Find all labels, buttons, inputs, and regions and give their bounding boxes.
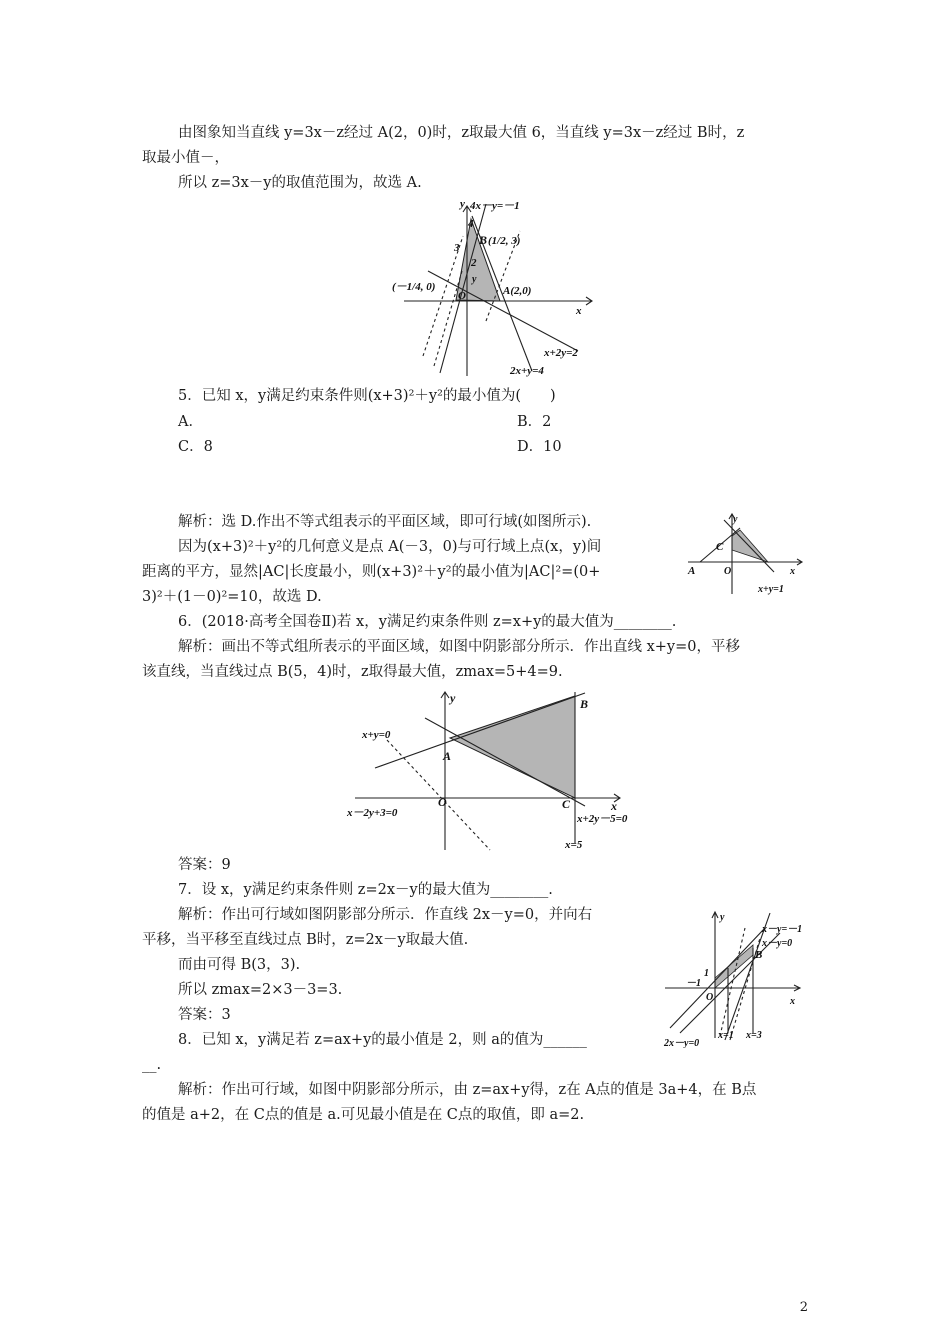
fig4-label-y: y	[720, 912, 725, 923]
fig1-label-A: A(2,0)	[503, 285, 532, 297]
text-line-14: 解析：画出不等式组所表示的平面区域，如图中阴影部分所示．作出直线 x+y=0，平移	[178, 639, 740, 655]
fig1-label-B-coord: (1/2, 3)	[488, 235, 521, 247]
fig3-label-y: y	[450, 691, 456, 705]
text-line-20: 而由可得 B(3，3).	[178, 957, 301, 973]
text-line-15: 该直线，当直线过点 B(5，4)时，z取得最大值，zmax=5+4=9.	[142, 664, 563, 680]
option-5d: D．10	[517, 439, 562, 455]
question-6: 6．(2018·高考全国卷Ⅱ)若 x，y满足约束条件则 z=x+y的最大值为________.	[178, 614, 677, 630]
figure-3-graph	[345, 688, 640, 853]
fig3-shaded-region	[450, 696, 575, 798]
fig4-label-line1: x－y=－1	[762, 924, 803, 935]
text-line-1: 由图象知当直线 y=3x－z经过 A(2，0)时，z取最大值 6，当直线 y=3x－z经过 B时，z	[178, 125, 745, 141]
option-5b: B．2	[517, 414, 552, 430]
fig3-label-line1: x+y=0	[362, 729, 391, 741]
fig4-label-minus1: －1	[686, 978, 701, 989]
question-7: 7．设 x，y满足约束条件则 z=2x－y的最大值为________.	[178, 882, 553, 898]
page-number: 2	[799, 1300, 808, 1315]
fig3-label-x: x	[611, 799, 617, 813]
fig1-label-left-point: (－1/4, 0)	[392, 281, 436, 293]
fig3-label-line2: x－2y+3=0	[347, 807, 398, 819]
text-line-9: 解析：选 D.作出不等式组表示的平面区域，即可行域(如图所示).	[178, 514, 592, 530]
answer-6: 答案：9	[178, 857, 231, 873]
fig1-label-O: O	[458, 290, 466, 302]
fig2-label-line: x+y=1	[758, 584, 784, 595]
figure-2-graph	[680, 510, 805, 598]
fig1-tick-2: 2	[471, 257, 477, 269]
fig1-label-y2: y	[472, 274, 477, 285]
fig3-label-line4: x=5	[565, 839, 583, 851]
fig1-label-B: B	[479, 233, 488, 247]
fig2-label-A: A	[688, 565, 696, 577]
option-5a: A．	[178, 414, 203, 430]
fig4-label-B: B	[755, 949, 763, 961]
fig2-shaded-region	[732, 530, 768, 562]
fig4-label-line2: x－y=0	[762, 938, 793, 949]
fig3-label-C: C	[562, 797, 571, 811]
fig3-label-O: O	[438, 795, 447, 809]
figure-1-graph	[390, 196, 600, 378]
text-line-10: 因为(x+3)²＋y²的几何意义是点 A(－3，0)与可行域上点(x，y)间	[178, 539, 602, 555]
fig4-label-x: x	[790, 996, 795, 1007]
fig1-tick-3: 3	[454, 242, 460, 254]
fig1-label-x: x	[576, 305, 582, 317]
fig3-label-A: A	[443, 749, 452, 763]
fig4-label-line3: 2x－y=0	[664, 1038, 700, 1048]
fig4-label-O: O	[706, 992, 714, 1003]
text-line-3: 所以 z=3x－y的取值范围为，故选 A.	[178, 175, 422, 191]
figure-4-graph	[660, 908, 805, 1048]
option-5c: C．8	[178, 439, 213, 455]
text-line-12: 3)²＋(1－0)²=10，故选 D.	[142, 589, 322, 605]
fig2-label-C: C	[716, 541, 724, 553]
fig3-label-line3: x+2y－5=0	[577, 813, 628, 825]
fig4-label-line4: x=1	[718, 1030, 734, 1041]
text-line-18: 解析：作出可行域如图阴影部分所示．作直线 2x－y=0，并向右	[178, 907, 593, 923]
fig2-label-y: y	[733, 514, 738, 525]
fig2-label-O: O	[724, 566, 732, 577]
question-8: 8．已知 x，y满足若 z=ax+y的最小值是 2，则 a的值为______	[178, 1032, 587, 1048]
text-line-25: 解析：作出可行域，如图中阴影部分所示，由 z=ax+y得，z在 A点的值是 3a+4，在 B点	[178, 1082, 757, 1098]
question-5: 5．已知 x，y满足约束条件则(x+3)²＋y²的最小值为( )	[178, 388, 556, 404]
fig4-label-line5: x=3	[746, 1030, 762, 1041]
fig4-label-one: 1	[704, 968, 709, 979]
text-line-11: 距离的平方，显然|AC|长度最小，则(x+3)²＋y²的最小值为|AC|²=(0+	[142, 564, 601, 580]
text-line-21: 所以 zmax=2×3－3=3.	[178, 982, 343, 998]
text-line-24: __.	[142, 1057, 162, 1073]
answer-7: 答案：3	[178, 1007, 231, 1023]
fig1-label-line2: x+2y=2	[544, 347, 578, 359]
fig1-label-line3: 2x+y=4	[510, 365, 544, 377]
fig1-label-y: y	[460, 198, 465, 210]
fig1-label-line1: 4x－y=－1	[470, 200, 520, 212]
text-line-19: 平移，当平移至直线过点 B时，z=2x－y取最大值.	[142, 932, 469, 948]
text-line-26: 的值是 a+2，在 C点的值是 a.可见最小值是在 C点的取值，即 a=2.	[142, 1107, 585, 1123]
fig2-label-x: x	[790, 566, 795, 577]
fig1-tick-4: 4	[468, 218, 474, 230]
fig3-label-B: B	[580, 697, 589, 711]
text-line-2: 取最小值－，	[142, 150, 229, 166]
